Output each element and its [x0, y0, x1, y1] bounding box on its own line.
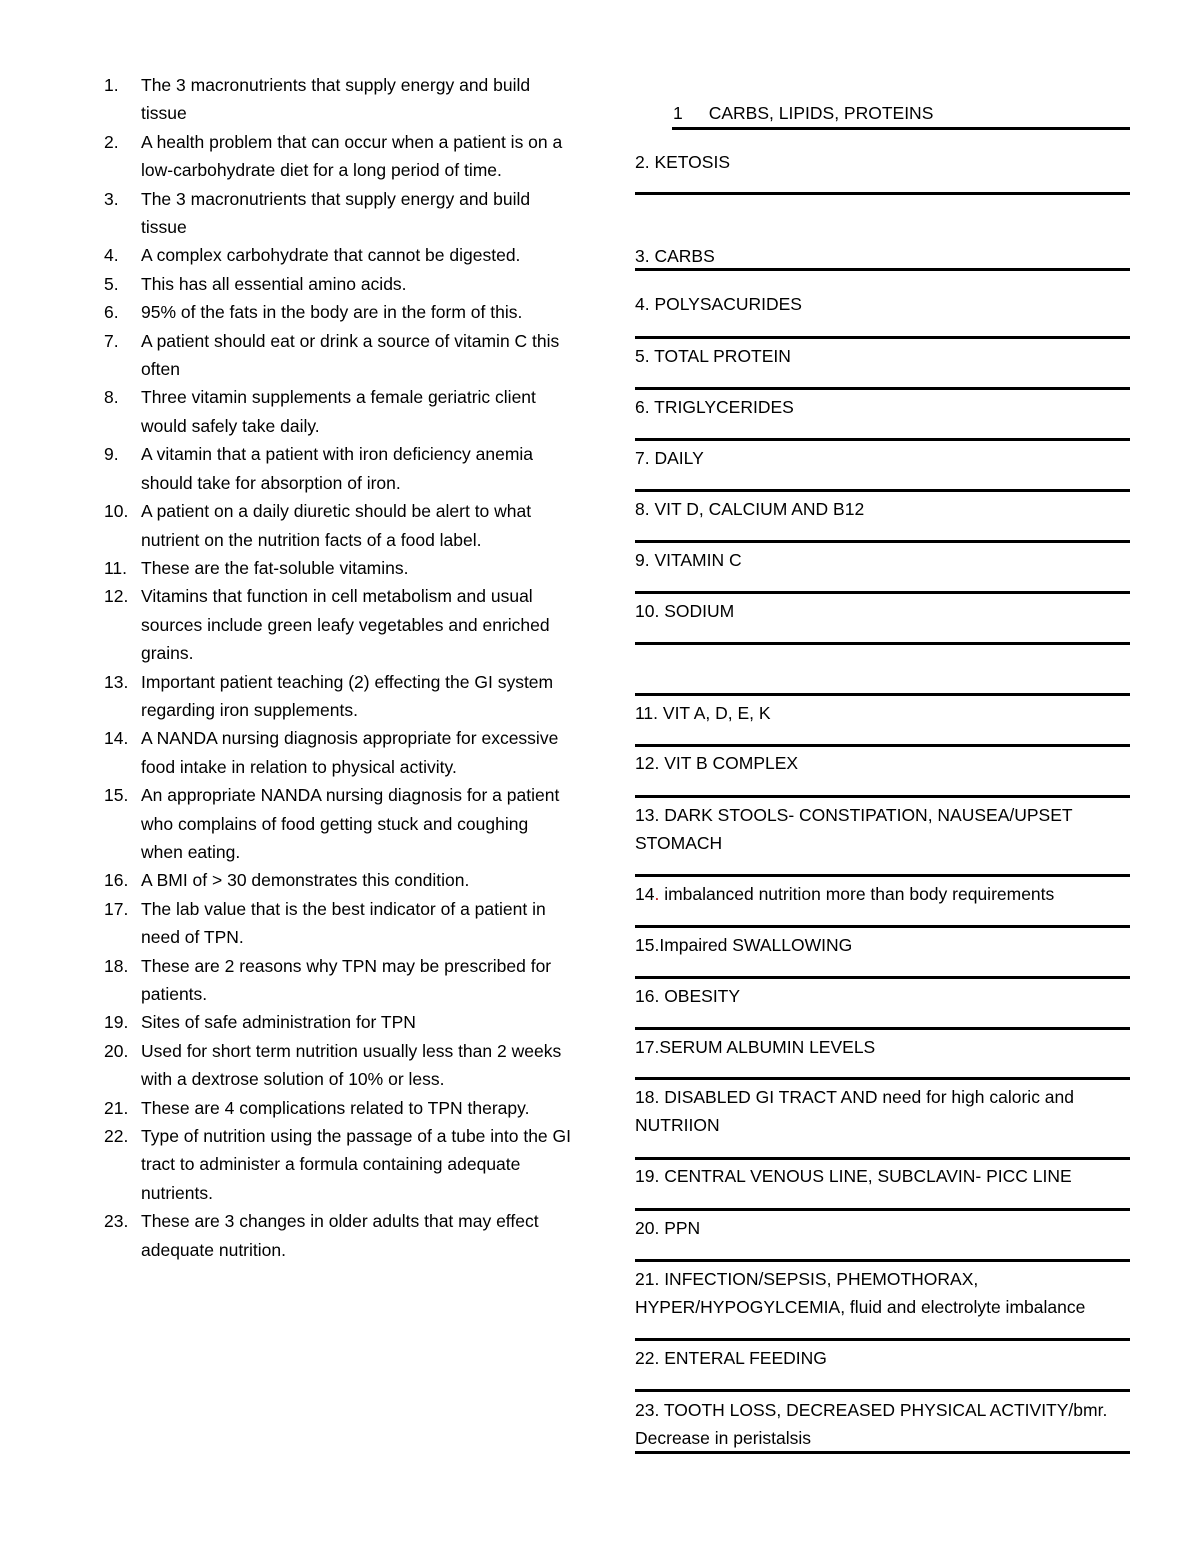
question-list: [104, 71, 574, 1264]
answer-14-number: 14: [635, 884, 655, 904]
answer-1-text: CARBS, LIPIDS, PROTEINS: [708, 103, 934, 123]
question-item: [104, 241, 574, 269]
answer-rule: [635, 438, 1130, 441]
answer-14-dot: .: [654, 884, 660, 904]
question-number: 12.: [104, 586, 129, 607]
question-number: 19.: [104, 1012, 129, 1033]
answer-rule: [635, 693, 1130, 696]
answer-21: 21. INFECTION/SEPSIS, PHEMOTHORAX, HYPER/HYPOGYLCEMIA, fluid and electrolyte imbalance: [635, 1269, 1086, 1318]
question-number: 20.: [104, 1040, 129, 1061]
question-number: 21.: [104, 1097, 129, 1118]
question-number: 4.: [104, 245, 119, 266]
question-item: [104, 554, 574, 582]
answer-20: 20. PPN: [635, 1218, 701, 1238]
question-item: [104, 327, 574, 384]
answer-10: 10. SODIUM: [635, 601, 735, 621]
answer-5: 5. TOTAL PROTEIN: [635, 346, 791, 366]
question-number: 5.: [104, 273, 119, 294]
answer-rule: [635, 268, 1130, 271]
answer-18: 18. DISABLED GI TRACT AND need for high caloric and NUTRIION: [635, 1087, 1075, 1136]
question-number: 23.: [104, 1211, 129, 1232]
question-item: [104, 582, 574, 667]
question-item: [104, 128, 574, 185]
answer-rule: [635, 1157, 1130, 1160]
question-number: 11.: [104, 557, 128, 578]
question-item: [104, 866, 574, 894]
question-text: This has all essential amino acids.: [141, 273, 407, 294]
question-text: The 3 macronutrients that supply energy and build tissue: [141, 75, 531, 124]
answer-rule: [635, 1259, 1130, 1262]
question-item: [104, 1094, 574, 1122]
answer-column: [635, 0, 1130, 1553]
answer-12: 12. VIT B COMPLEX: [635, 753, 799, 773]
question-item: [104, 383, 574, 440]
answer-1-number: 1: [673, 103, 683, 123]
answer-rule: [672, 127, 1130, 130]
question-number: 6.: [104, 302, 119, 323]
answer-rule: [635, 192, 1130, 195]
answer-rule: [635, 1077, 1130, 1080]
answer-13: 13. DARK STOOLS- CONSTIPATION, NAUSEA/UPSET STOMACH: [635, 805, 1073, 854]
answer-15: 15.Impaired SWALLOWING: [635, 935, 853, 955]
answer-rule: [635, 1027, 1130, 1030]
question-text: These are 3 changes in older adults that may effect adequate nutrition.: [141, 1211, 539, 1260]
question-text: A BMI of > 30 demonstrates this condition.: [141, 870, 470, 891]
answer-rule: [635, 1389, 1130, 1392]
question-number: 22.: [104, 1126, 129, 1147]
answer-2: 2. KETOSIS: [635, 152, 730, 172]
question-text: An appropriate NANDA nursing diagnosis for a patient who complains of food getting stuck and coughing when eating.: [141, 785, 560, 862]
question-number: 9.: [104, 444, 119, 465]
answer-19: 19. CENTRAL VENOUS LINE, SUBCLAVIN- PICC LINE: [635, 1166, 1072, 1186]
question-text: These are 2 reasons why TPN may be prescribed for patients.: [141, 955, 552, 1004]
question-text: Sites of safe administration for TPN: [141, 1012, 416, 1033]
answer-rule: [635, 744, 1130, 747]
question-item: [104, 270, 574, 298]
question-number: 8.: [104, 387, 119, 408]
answer-17: 17.SERUM ALBUMIN LEVELS: [635, 1037, 876, 1057]
question-item: [104, 185, 574, 242]
answer-6: 6. TRIGLYCERIDES: [635, 397, 794, 417]
question-text: A patient should eat or drink a source of vitamin C this often: [141, 330, 560, 380]
answer-1: [673, 99, 1168, 127]
question-item: [104, 724, 574, 781]
answer-rule: [635, 387, 1130, 390]
question-item: [104, 497, 574, 554]
question-text: Three vitamin supplements a female geriatric client would safely take daily.: [141, 387, 536, 436]
question-item: [104, 440, 574, 497]
question-number: 10.: [104, 501, 129, 522]
question-text: A patient on a daily diuretic should be alert to what nutrient on the nutrition facts of a food label.: [141, 501, 532, 550]
answer-14: [635, 880, 1130, 908]
question-item: [104, 1122, 574, 1207]
answer-rule: [635, 336, 1130, 339]
question-text: Used for short term nutrition usually less than 2 weeks with a dextrose solution of 10% or less.: [141, 1040, 562, 1090]
question-item: [104, 1037, 574, 1094]
answer-16: 16. OBESITY: [635, 986, 741, 1006]
question-text: Type of nutrition using the passage of a tube into the GI tract to administer a formula containing adequate nutrients.: [141, 1126, 572, 1203]
question-number: 1.: [104, 75, 119, 95]
question-text: Important patient teaching (2) effecting the GI system regarding iron supplements.: [141, 671, 554, 720]
answer-rule: [635, 1451, 1130, 1454]
answer-9: 9. VITAMIN C: [635, 550, 742, 570]
question-item: [104, 298, 574, 326]
answer-rule: [635, 795, 1130, 798]
answer-rule: [635, 1208, 1130, 1211]
answer-3: 3. CARBS: [635, 246, 715, 266]
question-number: 7.: [104, 330, 119, 351]
question-text: These are 4 complications related to TPN therapy.: [141, 1097, 530, 1118]
question-item: [104, 1008, 574, 1036]
question-number: 2.: [104, 131, 119, 152]
question-text: A health problem that can occur when a patient is on a low-carbohydrate diet for a long period of time.: [141, 131, 563, 181]
answer-rule: [635, 1338, 1130, 1341]
answer-4: 4. POLYSACURIDES: [635, 294, 802, 314]
answer-rule: [635, 874, 1130, 877]
answer-7: 7. DAILY: [635, 448, 704, 468]
question-number: 18.: [104, 955, 129, 976]
answer-22: 22. ENTERAL FEEDING: [635, 1348, 827, 1368]
question-text: A NANDA nursing diagnosis appropriate for excessive food intake in relation to physical activity.: [141, 728, 559, 777]
question-text: The lab value that is the best indicator of a patient in need of TPN.: [141, 898, 546, 948]
question-text: A vitamin that a patient with iron deficiency anemia should take for absorption of iron.: [141, 444, 534, 493]
question-item: [104, 71, 574, 128]
question-text: These are the fat-soluble vitamins.: [141, 557, 409, 578]
question-item: [104, 952, 574, 1009]
answer-11: 11. VIT A, D, E, K: [635, 703, 771, 723]
question-number: 14.: [104, 728, 129, 749]
question-number: 15.: [104, 785, 129, 806]
question-number: 16.: [104, 870, 129, 891]
question-item: [104, 781, 574, 866]
answer-rule: [635, 540, 1130, 543]
question-text: 95% of the fats in the body are in the form of this.: [141, 302, 523, 323]
answer-rule: [635, 591, 1130, 594]
answer-rule: [635, 925, 1130, 928]
question-number: 17.: [104, 898, 129, 919]
answer-rule: [635, 976, 1130, 979]
question-text: Vitamins that function in cell metabolism and usual sources include green leafy vegetables and enriched grains.: [141, 586, 550, 664]
question-text: A complex carbohydrate that cannot be digested.: [141, 245, 521, 266]
question-text: The 3 macronutrients that supply energy and build tissue: [141, 188, 531, 238]
question-item: [104, 668, 574, 725]
answer-rule: [635, 642, 1130, 645]
question-number: 13.: [104, 671, 129, 692]
question-item: [104, 1207, 574, 1264]
question-item: [104, 895, 574, 952]
answer-23: 23. TOOTH LOSS, DECREASED PHYSICAL ACTIVITY/bmr. Decrease in peristalsis: [635, 1400, 1108, 1449]
question-number: 3.: [104, 188, 119, 209]
answer-14-text: imbalanced nutrition more than body requirements: [659, 884, 1055, 904]
answer-rule: [635, 489, 1130, 492]
answer-8: 8. VIT D, CALCIUM AND B12: [635, 499, 865, 519]
